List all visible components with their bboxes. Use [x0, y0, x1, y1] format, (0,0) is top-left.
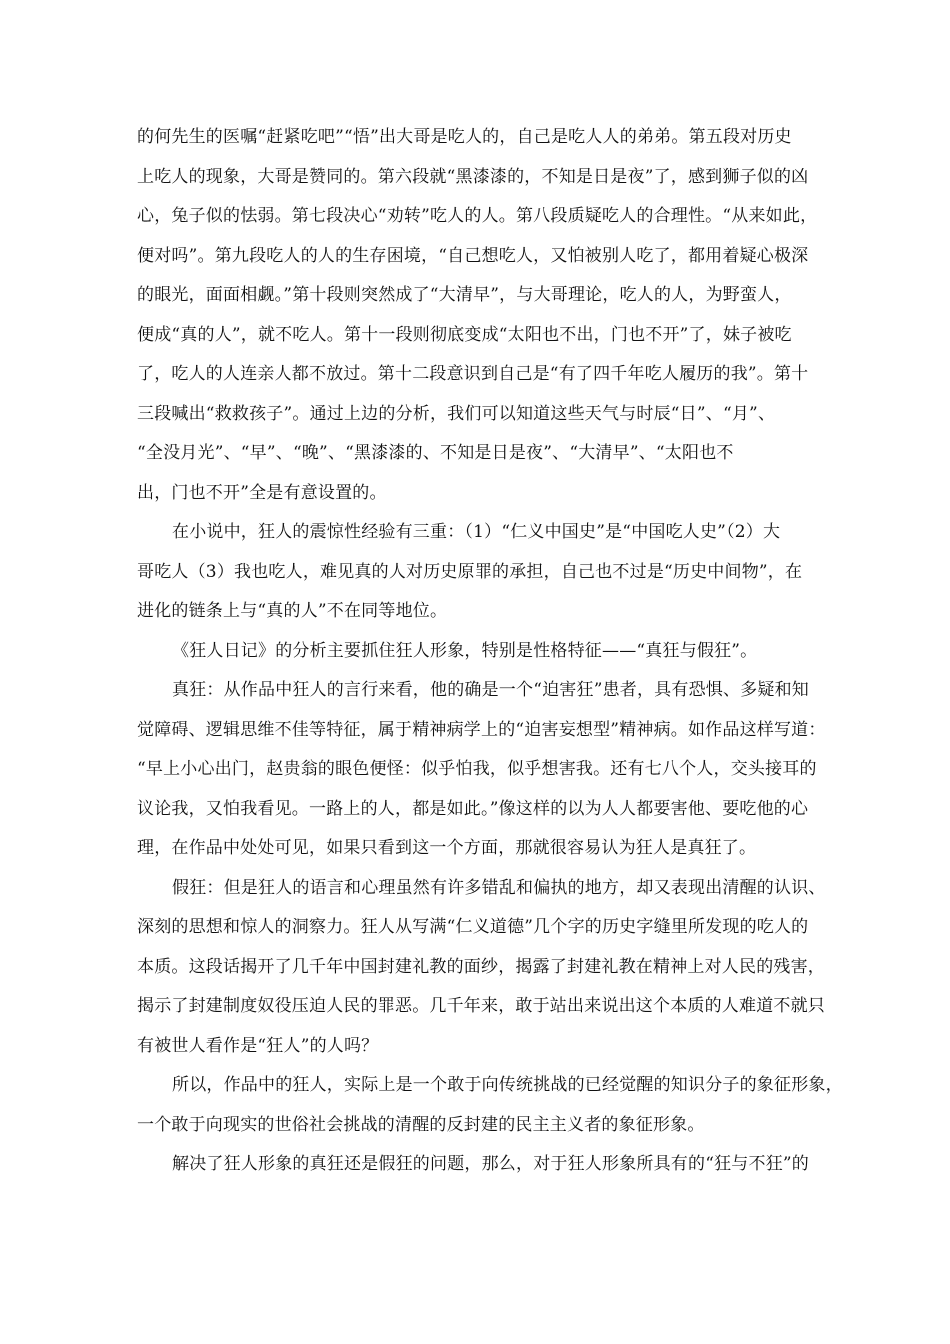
text-line: “全没月光”、“早”、“晚”、“黑漆漆的、不知是日是夜”、“大清早”、“太阳也不 — [137, 443, 734, 463]
paragraph-first-line: 所以，作品中的狂人，实际上是一个敢于向传统挑战的已经觉醒的知识分子的象征形象， — [172, 1075, 843, 1095]
paragraph-first-line: 在小说中，狂人的震惊性经验有三重：（1）“仁义中国史”是“中国吃人史”（2）大 — [172, 522, 781, 542]
text-line: 一个敢于向现实的世俗社会挑战的清醒的反封建的民主主义者的象征形象。 — [137, 1115, 705, 1135]
paragraph-first-line: 解决了狂人形象的真狂还是假狂的问题，那么，对于狂人形象所具有的“狂与不狂”的 — [172, 1154, 809, 1174]
text-line: 三段喊出“救救孩子”。通过上边的分析，我们可以知道这些天气与时辰“日”、“月”、 — [137, 404, 776, 424]
text-line: 理，在作品中处处可见，如果只看到这一个方面，那就很容易认为狂人是真狂了。 — [137, 838, 757, 858]
text-line: 便对吗”。第九段吃人的人的生存困境，“自己想吃人，又怕被别人吃了，都用着疑心极深 — [137, 246, 809, 266]
text-line: 深刻的思想和惊人的洞察力。狂人从写满“仁义道德”几个字的历史字缝里所发现的吃人的 — [137, 917, 809, 937]
text-line: “早上小心出门，赵贵翁的眼色便怪：似乎怕我，似乎想害我。还有七八个人，交头接耳的 — [137, 759, 817, 779]
text-line: 上吃人的现象，大哥是赞同的。第六段就“黑漆漆的，不知是日是夜”了，感到狮子似的凶 — [137, 167, 809, 187]
text-line: 本质。这段话揭开了几千年中国封建礼教的面纱，揭露了封建礼教在精神上对人民的残害， — [137, 957, 825, 977]
paragraph-first-line: 真狂：从作品中狂人的言行来看，他的确是一个“迫害狂”患者，具有恐惧、多疑和知 — [172, 680, 809, 700]
text-line: 出，门也不开”全是有意设置的。 — [137, 483, 387, 503]
text-line: 觉障碍、逻辑思维不佳等特征，属于精神病学上的“迫害妄想型”精神病。如作品这样写道： — [137, 720, 826, 740]
text-line: 哥吃人（3）我也吃人，难见真的人对历史原罪的承担，自己也不过是“历史中间物”，在 — [137, 562, 803, 582]
text-line: 议论我，又怕我看见。一路上的人，都是如此。”像这样的以为人人都要害他、要吃他的心 — [137, 799, 809, 819]
text-line: 的何先生的医嘱“赶紧吃吧”“悟”出大哥是吃人的，自己是吃人人的弟弟。第五段对历史 — [137, 127, 792, 147]
paragraph-first-line: 假狂：但是狂人的语言和心理虽然有许多错乱和偏执的地方，却又表现出清醒的认识、 — [172, 878, 826, 898]
text-line: 有被世人看作是“狂人”的人吗？ — [137, 1036, 379, 1056]
text-line: 心，兔子似的怯弱。第七段决心“劝转”吃人的人。第八段质疑吃人的合理性。“从来如此， — [137, 206, 818, 226]
text-line: 揭示了封建制度奴役压迫人民的罪恶。几千年来，敢于站出来说出这个本质的人难道不就只 — [137, 996, 825, 1016]
text-line: 的眼光，面面相觑。”第十段则突然成了“大清早”，与大哥理论，吃人的人，为野蛮人， — [137, 285, 792, 305]
text-line: 便成“真的人”，就不吃人。第十一段则彻底变成“太阳也不出，门也不开”了，妹子被吃 — [137, 325, 792, 345]
paragraph-first-line: 《狂人日记》的分析主要抓住狂人形象，特别是性格特征——“真狂与假狂”。 — [172, 641, 758, 661]
text-line: 了，吃人的人连亲人都不放过。第十二段意识到自己是“有了四千年吃人履历的我”。第十 — [137, 364, 809, 384]
text-line: 进化的链条上与“真的人”不在同等地位。 — [137, 601, 448, 621]
